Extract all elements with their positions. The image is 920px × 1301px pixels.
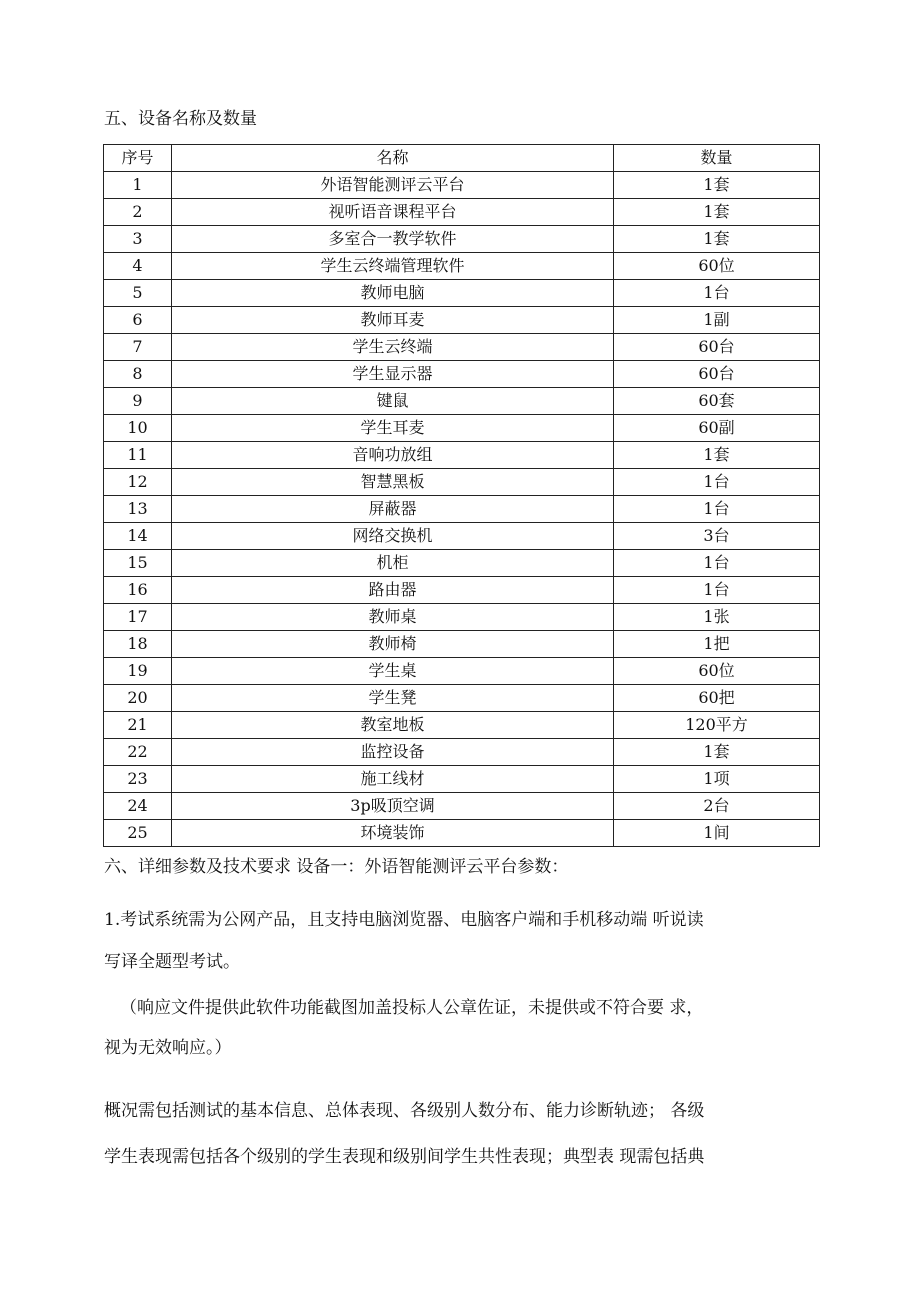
cell-name: 教室地板 [172,712,614,739]
table-row [104,469,820,496]
cell-quantity: 60位 [614,658,820,685]
table-row [104,739,820,766]
table-row [104,334,820,361]
paragraph-line: （响应文件提供此软件功能截图加盖投标人公章佐证，未提供或不符合要 求， [120,998,704,1018]
header-index: 序号 [104,145,172,172]
cell-index: 24 [104,793,172,820]
cell-quantity: 1台 [614,550,820,577]
section6-heading-text: 六、详细参数及技术要求 设备一：外语智能测评云平台参数： [104,857,569,877]
paragraph-response-note [104,988,820,1068]
cell-quantity: 60套 [614,388,820,415]
paragraph-line: 写译全题型考试。 [104,952,240,972]
cell-index: 16 [104,577,172,604]
cell-index: 17 [104,604,172,631]
cell-quantity: 60把 [614,685,820,712]
paragraph-line: 学生表现需包括各个级别的学生表现和级别间学生共性表现；典型表 现需包括典 [104,1147,705,1167]
cell-quantity: 1套 [614,442,820,469]
table-row [104,280,820,307]
paragraph-line: 1.考试系统需为公网产品，且支持电脑浏览器、电脑客户端和手机移动端 听说读 [104,910,704,930]
cell-name: 教师电脑 [172,280,614,307]
table-row [104,307,820,334]
table-row [104,766,820,793]
cell-name: 网络交换机 [172,523,614,550]
table-row [104,712,820,739]
cell-name: 路由器 [172,577,614,604]
cell-quantity: 120平方 [614,712,820,739]
cell-quantity: 1张 [614,604,820,631]
cell-index: 2 [104,199,172,226]
cell-quantity: 1套 [614,199,820,226]
cell-name: 音响功放组 [172,442,614,469]
cell-name: 视听语音课程平台 [172,199,614,226]
cell-quantity: 60副 [614,415,820,442]
equipment-table [103,144,820,847]
cell-index: 21 [104,712,172,739]
cell-quantity: 60位 [614,253,820,280]
table-row [104,523,820,550]
table-row [104,442,820,469]
cell-name: 键鼠 [172,388,614,415]
cell-name: 学生耳麦 [172,415,614,442]
table-row [104,253,820,280]
cell-quantity: 1副 [614,307,820,334]
cell-quantity: 2台 [614,793,820,820]
cell-quantity: 1间 [614,820,820,847]
paragraph-line: 概况需包括测试的基本信息、总体表现、各级别人数分布、能力诊断轨迹； 各级 [104,1101,705,1121]
cell-index: 5 [104,280,172,307]
cell-name: 多室合一教学软件 [172,226,614,253]
cell-index: 22 [104,739,172,766]
cell-quantity: 1套 [614,739,820,766]
table-row [104,658,820,685]
header-name: 名称 [172,145,614,172]
cell-index: 8 [104,361,172,388]
cell-index: 6 [104,307,172,334]
table-row [104,793,820,820]
paragraph-exam-system [104,899,820,983]
cell-name: 学生显示器 [172,361,614,388]
cell-index: 13 [104,496,172,523]
table-row [104,361,820,388]
table-row [104,631,820,658]
table-row [104,577,820,604]
cell-index: 23 [104,766,172,793]
cell-index: 19 [104,658,172,685]
table-header-row [104,145,820,172]
cell-name: 屏蔽器 [172,496,614,523]
cell-name: 学生桌 [172,658,614,685]
paragraph-line: 视为无效响应。） [104,1038,232,1058]
section-heading-technical-requirements [104,853,820,881]
cell-name: 学生云终端 [172,334,614,361]
cell-index: 1 [104,172,172,199]
table-row [104,199,820,226]
table-row [104,415,820,442]
cell-quantity: 60台 [614,361,820,388]
cell-index: 7 [104,334,172,361]
cell-name: 教师椅 [172,631,614,658]
table-row [104,388,820,415]
cell-quantity: 1台 [614,469,820,496]
table-row [104,685,820,712]
cell-index: 10 [104,415,172,442]
cell-index: 15 [104,550,172,577]
cell-quantity: 1台 [614,280,820,307]
cell-name: 学生凳 [172,685,614,712]
cell-quantity: 1项 [614,766,820,793]
section-heading-equipment-list: 五、设备名称及数量 [104,109,257,129]
paragraph-report-overview [104,1088,820,1180]
cell-name: 3p吸顶空调 [172,793,614,820]
cell-index: 9 [104,388,172,415]
cell-index: 20 [104,685,172,712]
cell-index: 25 [104,820,172,847]
header-quantity: 数量 [614,145,820,172]
table-row [104,604,820,631]
cell-name: 教师桌 [172,604,614,631]
table-row [104,226,820,253]
table-row [104,820,820,847]
cell-index: 18 [104,631,172,658]
cell-index: 12 [104,469,172,496]
cell-index: 14 [104,523,172,550]
cell-quantity: 60台 [614,334,820,361]
cell-name: 环境装饰 [172,820,614,847]
cell-name: 学生云终端管理软件 [172,253,614,280]
cell-index: 3 [104,226,172,253]
table-row [104,496,820,523]
cell-name: 监控设备 [172,739,614,766]
cell-name: 机柜 [172,550,614,577]
cell-quantity: 1套 [614,226,820,253]
cell-quantity: 1台 [614,577,820,604]
cell-name: 施工线材 [172,766,614,793]
cell-quantity: 1套 [614,172,820,199]
cell-index: 11 [104,442,172,469]
table-row [104,172,820,199]
cell-name: 智慧黑板 [172,469,614,496]
cell-quantity: 1把 [614,631,820,658]
cell-name: 外语智能测评云平台 [172,172,614,199]
cell-index: 4 [104,253,172,280]
table-row [104,550,820,577]
cell-name: 教师耳麦 [172,307,614,334]
cell-quantity: 3台 [614,523,820,550]
cell-quantity: 1台 [614,496,820,523]
